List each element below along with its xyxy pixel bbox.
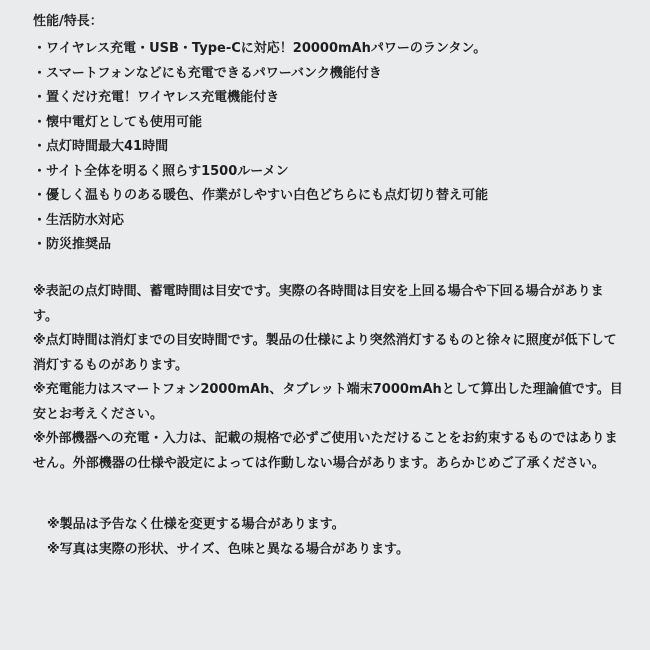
note-charging-capacity: ※充電能力はスマートフォン2000mAh、タブレット端末7000mAhとして算出した理論値です。目安とお考えください。 — [33, 382, 623, 422]
feature-item-power-bank: ・スマートフォンなどにも充電できるパワーバンク機能付き — [33, 65, 382, 81]
features-heading: 性能/特長： — [33, 14, 103, 29]
note-external-devices: ※外部機器への充電・入力は、記載の規格で必ずご使用いただけることをお約束するものではありません。外部機器の仕様や設定によっては作動しない場合があります。あらかじめご了承ください。 — [33, 431, 618, 471]
footer-note-photo-disclaimer: ※写真は実際の形状、サイズ、色味と異なる場合があります。 — [47, 541, 409, 557]
notes-section — [33, 280, 623, 476]
features-section — [33, 12, 633, 258]
feature-item-color-switch: ・優しく温もりのある暖色、作業がしやすい白色どちらにも点灯切り替え可能 — [33, 188, 489, 203]
feature-item-wireless-usb-typec: ・ワイヤレス充電・USB・Type-Cに対応！20000mAhパワーのランタン。 — [33, 41, 487, 56]
feature-list — [33, 37, 633, 258]
feature-item-water-resistant: ・生活防水対応 — [33, 212, 125, 228]
feature-item-wireless-charging: ・置くだけ充電！ワイヤレス充電機能付き — [33, 90, 280, 105]
note-lighting-time: ※点灯時間は消灯までの目安時間です。製品の仕様により突然消灯するものと徐々に照度が低下して消灯するものがあります。 — [33, 333, 617, 373]
note-runtime-estimate: ※表記の点灯時間、蓄電時間は目安です。実際の各時間は目安を上回る場合や下回る場合があります。 — [33, 284, 604, 324]
feature-item-flashlight: ・懐中電灯としても使用可能 — [33, 114, 203, 130]
feature-item-lumens: ・サイト全体を明るく照らす1500ルーメン — [33, 163, 289, 179]
feature-item-disaster-prep: ・防災推奨品 — [33, 237, 112, 252]
feature-item-runtime: ・点灯時間最大41時間 — [33, 139, 169, 154]
footer-notes-section — [47, 513, 627, 562]
footer-note-spec-change: ※製品は予告なく仕様を変更する場合があります。 — [47, 517, 345, 532]
